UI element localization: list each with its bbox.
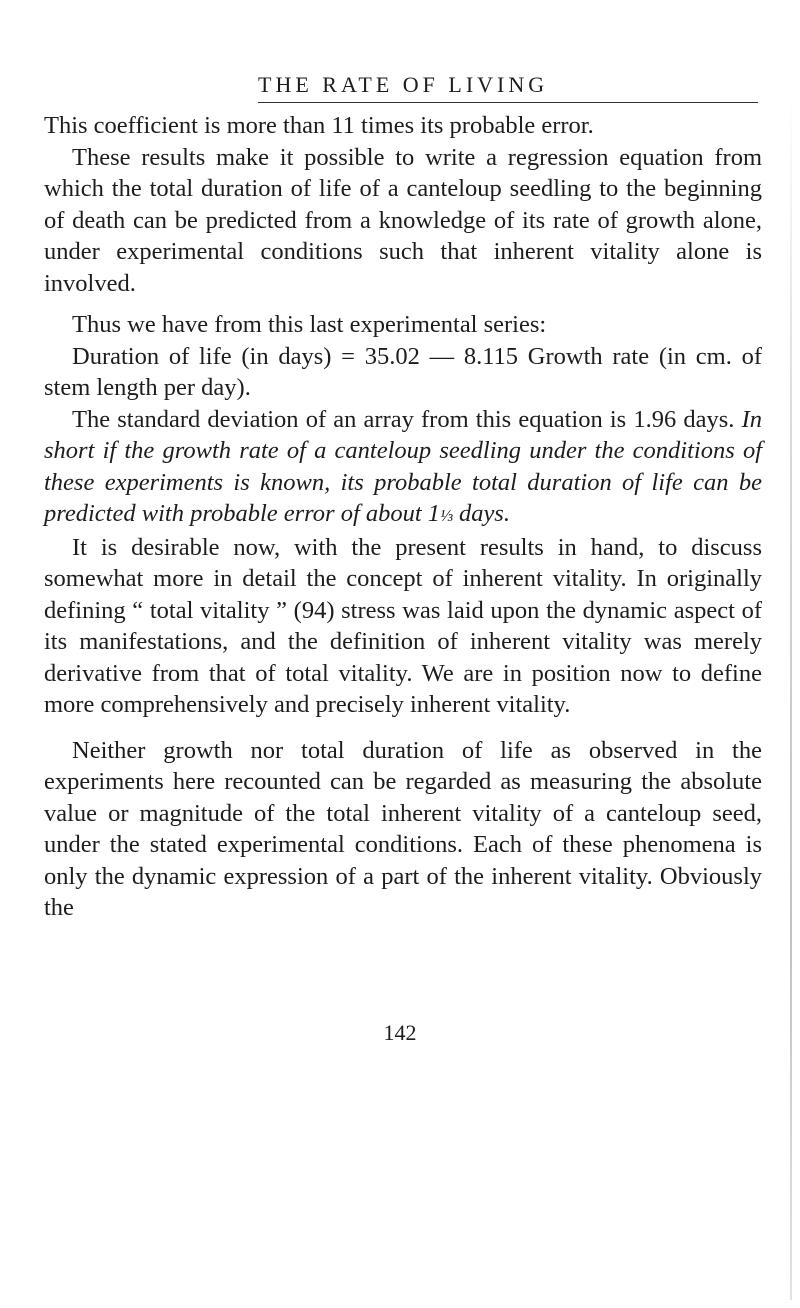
page-edge-shadow (790, 90, 792, 1300)
paragraph-4-start: The standard deviation of an array from this equation is 1.96 days. (72, 405, 742, 433)
page-number: 142 (383, 1020, 417, 1045)
paragraph-6: Neither growth nor total duration of life as observed in the experiments here recounted can be regarded as measuring the absolute value or magnitude of the total inherent vitality of a canteloup seed, under the stated experimental conditions. Each of these phenomena is only the dynamic expression of a part of the inherent vitality. Obviously the (44, 736, 762, 921)
paragraph-2: Thus we have from this last experimental series: (72, 311, 547, 338)
paragraph-4 (44, 404, 762, 532)
fraction-one-third: ⅓ (440, 506, 453, 525)
paragraph-4-italic: In short if the growth rate of a canteloup seedling under the conditions of these experiments is known, its probable total duration of life can be predicted with probable error of about 1 (44, 405, 762, 527)
regression-equation: Duration of life (in days) = 35.02 — 8.115 Growth rate (in cm. of stem length per day). (44, 342, 762, 401)
header-rule (258, 102, 758, 103)
paragraph-1-lead: This coefficient is more than 11 times its probable error. (44, 112, 594, 139)
running-head: THE RATE OF LIVING (258, 72, 549, 97)
paragraph-5: It is desirable now, with the present results in hand, to discuss somewhat more in detail the concept of inherent vitality. In originally defining “ total vitality ” (94) stress was laid upon the dynamic aspect of its manifestations, and the definition of inherent vitality was merely derivative from that of total vitality. We are in position now to define more comprehensively and precisely inherent vitality. (44, 533, 762, 718)
body-text (44, 110, 762, 924)
paragraph-1: These results make it possible to write a regression equation from which the total duration of life of a canteloup seedling to the beginning of death can be predicted from a knowledge of its rate of growth alone, under experimental conditions such that inherent vitality alone is involved. (44, 143, 762, 297)
paragraph-4-end: days. (452, 500, 510, 527)
